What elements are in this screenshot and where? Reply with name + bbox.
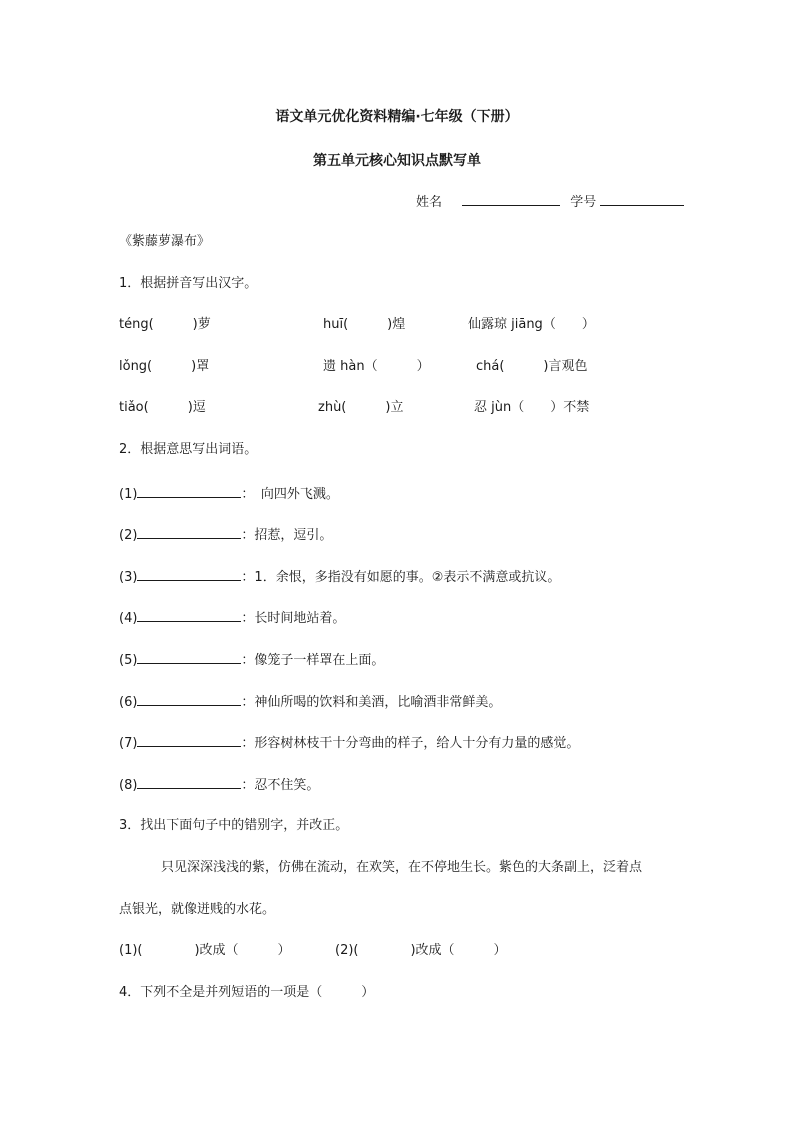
q2-answer-blank[interactable] bbox=[137, 733, 241, 747]
q3-passage-line-2: 点银光，就像迸贱的水花。 bbox=[119, 902, 276, 917]
q1-item: huī( )煌 bbox=[323, 317, 406, 332]
q2-item-definition: ：1．余恨，多指没有如愿的事。②表示不满意或抗议。 bbox=[241, 570, 561, 585]
q2-answer-blank[interactable] bbox=[137, 775, 241, 789]
lesson-title: 《紫藤萝瀑布》 bbox=[119, 234, 211, 249]
q2-item bbox=[119, 650, 384, 670]
q2-item-number: (2) bbox=[119, 528, 138, 543]
id-blank[interactable] bbox=[600, 192, 684, 206]
q2-item bbox=[119, 525, 332, 545]
q2-item-definition: ：长时间地站着。 bbox=[241, 611, 346, 626]
q2-answer-blank[interactable] bbox=[137, 525, 241, 539]
name-id-row bbox=[416, 192, 684, 212]
document-subtitle: 第五单元核心知识点默写单 bbox=[313, 153, 481, 169]
q2-item bbox=[119, 692, 501, 712]
q2-answer-blank[interactable] bbox=[137, 484, 241, 498]
q2-item-definition: ：神仙所喝的饮料和美酒，比喻酒非常鲜美。 bbox=[241, 695, 502, 710]
q2-answer-blank[interactable] bbox=[137, 567, 241, 581]
q1-item: tiǎo( )逗 bbox=[119, 400, 206, 415]
q1-item: téng( )萝 bbox=[119, 317, 211, 332]
q2-item-number: (3) bbox=[119, 570, 138, 585]
q3-answer-1: (1)( )改成（ ） bbox=[119, 943, 291, 958]
q2-item-definition: ：招惹，逗引。 bbox=[241, 528, 333, 543]
q1-heading: 1．根据拼音写出汉字。 bbox=[119, 276, 258, 291]
q1-item: 遗 hàn（ ） bbox=[323, 359, 430, 374]
name-label: 姓名 bbox=[416, 195, 443, 210]
q2-item bbox=[119, 484, 339, 504]
q1-row-2 bbox=[119, 358, 679, 376]
q2-answer-blank[interactable] bbox=[137, 608, 241, 622]
q2-item-number: (4) bbox=[119, 611, 138, 626]
q2-item-definition: ：像笼子一样罩在上面。 bbox=[241, 653, 385, 668]
name-blank[interactable] bbox=[462, 192, 560, 206]
q2-item-number: (6) bbox=[119, 695, 138, 710]
q2-item-number: (1) bbox=[119, 487, 138, 502]
q3-heading: 3．找出下面句子中的错别字，并改正。 bbox=[119, 818, 349, 833]
q2-answer-blank[interactable] bbox=[137, 692, 241, 706]
q3-passage-line-1: 只见深深浅浅的紫，仿佛在流动，在欢笑，在不停地生长。紫色的大条副上，泛着点 bbox=[161, 860, 643, 875]
q2-item-number: (8) bbox=[119, 778, 138, 793]
q2-item bbox=[119, 733, 579, 753]
q3-answer-row bbox=[119, 942, 579, 960]
q1-item: zhù( )立 bbox=[318, 400, 404, 415]
q1-item: 仙露琼 jiāng（ ） bbox=[468, 317, 595, 332]
q3-answer-2: (2)( )改成（ ） bbox=[335, 943, 507, 958]
q4-heading: 4．下列不全是并列短语的一项是（ ） bbox=[119, 985, 375, 1000]
q2-item-number: (5) bbox=[119, 653, 138, 668]
q2-item-number: (7) bbox=[119, 736, 138, 751]
q2-item bbox=[119, 775, 319, 795]
q2-item-definition: ： 向四外飞溅。 bbox=[241, 487, 339, 502]
q2-item bbox=[119, 608, 345, 628]
q1-item: lǒng( )罩 bbox=[119, 359, 210, 374]
q2-answer-blank[interactable] bbox=[137, 650, 241, 664]
id-label: 学号 bbox=[570, 195, 597, 210]
q2-item-definition: ：形容树林枝干十分弯曲的样子，给人十分有力量的感觉。 bbox=[241, 736, 580, 751]
q1-row-1 bbox=[119, 316, 679, 334]
q1-item: 忍 jùn（ ）不禁 bbox=[474, 400, 590, 415]
q1-row-3 bbox=[119, 399, 679, 417]
q2-item-definition: ：忍不住笑。 bbox=[241, 778, 320, 793]
q1-item: chá( )言观色 bbox=[476, 359, 588, 374]
q2-heading: 2．根据意思写出词语。 bbox=[119, 442, 258, 457]
document-title: 语文单元优化资料精编·七年级（下册） bbox=[275, 109, 519, 125]
q2-item bbox=[119, 567, 560, 587]
